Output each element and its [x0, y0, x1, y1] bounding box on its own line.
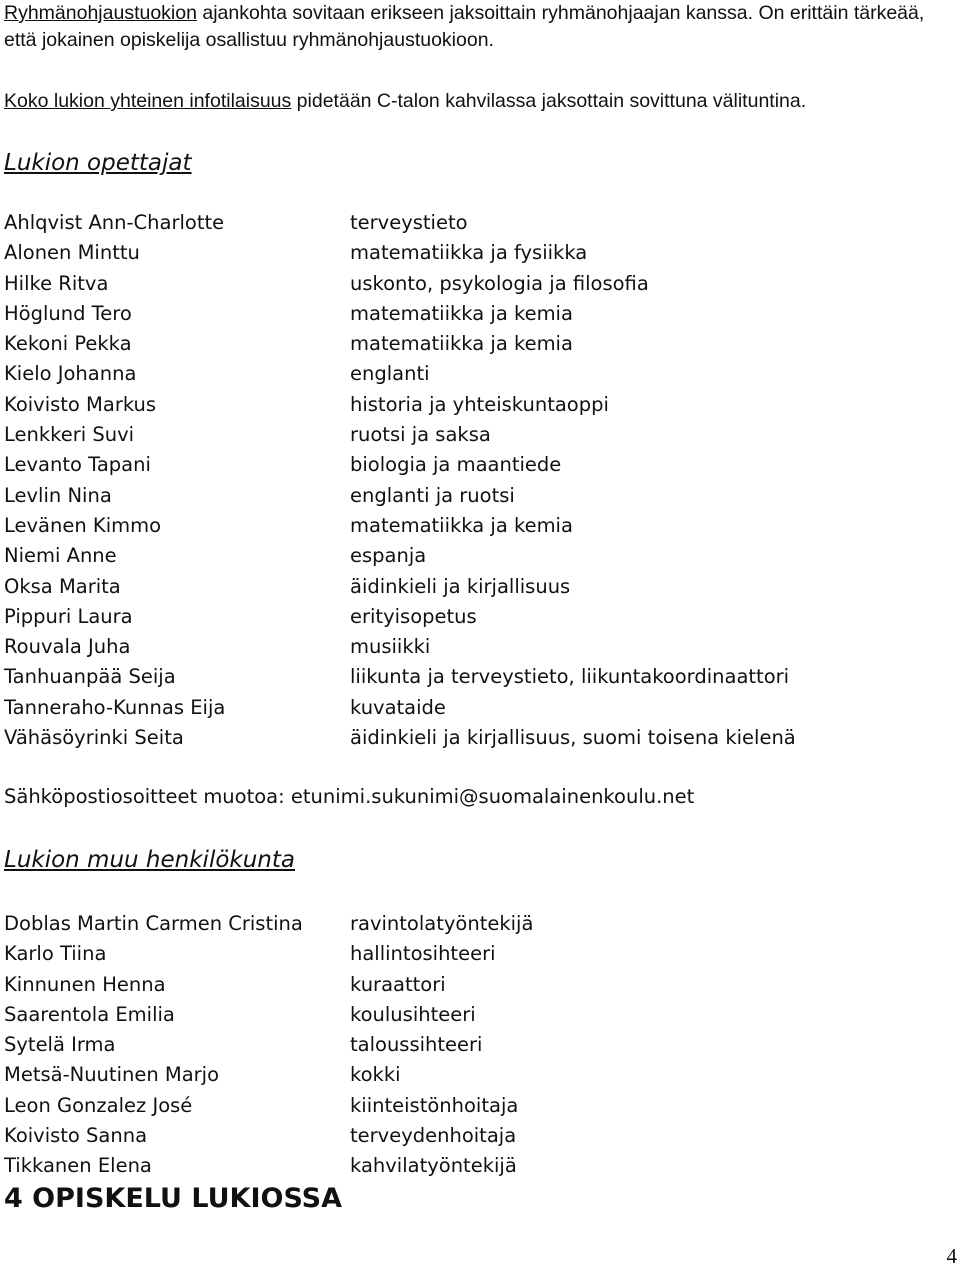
person-name: Ahlqvist Ann-Charlotte — [4, 211, 225, 234]
person-role: taloussihteeri — [350, 1033, 483, 1057]
intro-paragraph-1-text: ajankohta sovitaan erikseen jaksoittain ryhmänohjaajan kanssa. On erittäin tärkeää, että jokainen opiskelija osallistuu ryhmänohjaustuokioon. — [4, 2, 925, 51]
person-role: matematiikka ja kemia — [350, 513, 573, 537]
person-row — [4, 632, 934, 662]
person-row — [4, 511, 934, 541]
person-name: Pippuri Laura — [4, 604, 133, 628]
person-role: matematiikka ja kemia — [350, 332, 573, 356]
person-row — [4, 390, 934, 420]
person-role: kokki — [350, 1063, 401, 1087]
intro-paragraph-1 — [4, 0, 960, 54]
person-role: kuvataide — [350, 695, 446, 719]
person-name: Kinnunen Henna — [4, 972, 166, 996]
person-role: äidinkieli ja kirjallisuus, suomi toisena kielenä — [350, 726, 796, 750]
infotilaisuus-link[interactable]: Koko lukion yhteinen infotilaisuus — [4, 90, 292, 112]
person-row — [4, 329, 934, 359]
person-row — [4, 662, 934, 692]
person-role: englanti — [350, 362, 430, 386]
page-number: 4 — [946, 1244, 957, 1268]
person-role: matematiikka ja fysiikka — [350, 241, 588, 265]
person-row — [4, 450, 934, 480]
person-row — [4, 541, 934, 571]
person-name: Kekoni Pekka — [4, 332, 132, 356]
teachers-heading: Lukion opettajat — [4, 150, 192, 176]
person-role: terveystieto — [350, 211, 468, 234]
teachers-list — [4, 208, 934, 753]
person-row — [4, 723, 934, 753]
person-row — [4, 359, 934, 389]
person-row — [4, 909, 934, 939]
person-row — [4, 420, 934, 450]
person-name: Karlo Tiina — [4, 942, 107, 966]
person-role: historia ja yhteiskuntaoppi — [350, 392, 609, 416]
person-row — [4, 1000, 934, 1030]
person-name: Alonen Minttu — [4, 241, 140, 265]
person-name: Saarentola Emilia — [4, 1002, 175, 1026]
person-name: Metsä-Nuutinen Marjo — [4, 1063, 220, 1087]
person-name: Vähäsöyrinki Seita — [4, 726, 184, 750]
person-name: Levlin Nina — [4, 483, 112, 507]
person-row — [4, 572, 934, 602]
person-role: äidinkieli ja kirjallisuus — [350, 574, 571, 598]
person-name: Tanhuanpää Seija — [4, 665, 176, 689]
person-role: biologia ja maantiede — [350, 453, 562, 477]
person-name: Sytelä Irma — [4, 1033, 116, 1057]
person-row — [4, 1091, 934, 1121]
person-role: englanti ja ruotsi — [350, 483, 515, 507]
person-name: Levanto Tapani — [4, 453, 151, 477]
staff-list — [4, 909, 934, 1182]
section-title: 4 OPISKELU LUKIOSSA — [4, 1183, 343, 1214]
person-name: Oksa Marita — [4, 574, 121, 598]
person-role: liikunta ja terveystieto, liikuntakoordinaattori — [350, 665, 790, 689]
person-row — [4, 939, 934, 969]
person-role: ravintolatyöntekijä — [350, 912, 534, 935]
person-name: Koivisto Sanna — [4, 1124, 148, 1148]
person-name: Lenkkeri Suvi — [4, 423, 135, 447]
person-name: Levänen Kimmo — [4, 513, 162, 537]
person-name: Koivisto Markus — [4, 392, 157, 416]
person-name: Hilke Ritva — [4, 271, 109, 295]
person-row — [4, 269, 934, 299]
person-role: matematiikka ja kemia — [350, 301, 573, 325]
person-name: Tanneraho-Kunnas Eija — [4, 695, 226, 719]
staff-heading: Lukion muu henkilökunta — [4, 847, 295, 873]
person-name: Tikkanen Elena — [4, 1154, 152, 1178]
person-name: Kielo Johanna — [4, 362, 137, 386]
person-row — [4, 1030, 934, 1060]
person-row — [4, 693, 934, 723]
person-row — [4, 1060, 934, 1090]
person-role: kiinteistönhoitaja — [350, 1093, 519, 1117]
person-row — [4, 299, 934, 329]
person-row — [4, 238, 934, 268]
person-row — [4, 1151, 934, 1181]
person-row — [4, 481, 934, 511]
person-role: hallintosihteeri — [350, 942, 496, 966]
person-row — [4, 1121, 934, 1151]
person-role: espanja — [350, 544, 427, 568]
person-role: kahvilatyöntekijä — [350, 1154, 517, 1178]
person-name: Rouvala Juha — [4, 635, 131, 659]
intro-paragraph-2-text: pidetään C-talon kahvilassa jaksottain sovittuna välituntina. — [291, 90, 807, 112]
person-name: Höglund Tero — [4, 301, 132, 325]
person-row — [4, 602, 934, 632]
ryhmanohjaus-link[interactable]: Ryhmänohjaustuokion — [4, 2, 197, 24]
person-name: Niemi Anne — [4, 544, 117, 568]
person-name: Leon Gonzalez José — [4, 1093, 193, 1117]
person-role: koulusihteeri — [350, 1002, 476, 1026]
person-role: kuraattori — [350, 972, 446, 996]
intro-paragraph-2 — [4, 88, 806, 115]
person-role: uskonto, psykologia ja filosofia — [350, 271, 649, 295]
person-name: Doblas Martin Carmen Cristina — [4, 912, 303, 935]
person-row — [4, 208, 934, 238]
person-role: terveydenhoitaja — [350, 1124, 517, 1148]
email-format-note: Sähköpostiosoitteet muotoa: etunimi.sukunimi@suomalainenkoulu.net — [4, 785, 695, 808]
person-role: ruotsi ja saksa — [350, 423, 491, 447]
person-role: erityisopetus — [350, 604, 477, 628]
person-role: musiikki — [350, 635, 431, 659]
person-row — [4, 970, 934, 1000]
